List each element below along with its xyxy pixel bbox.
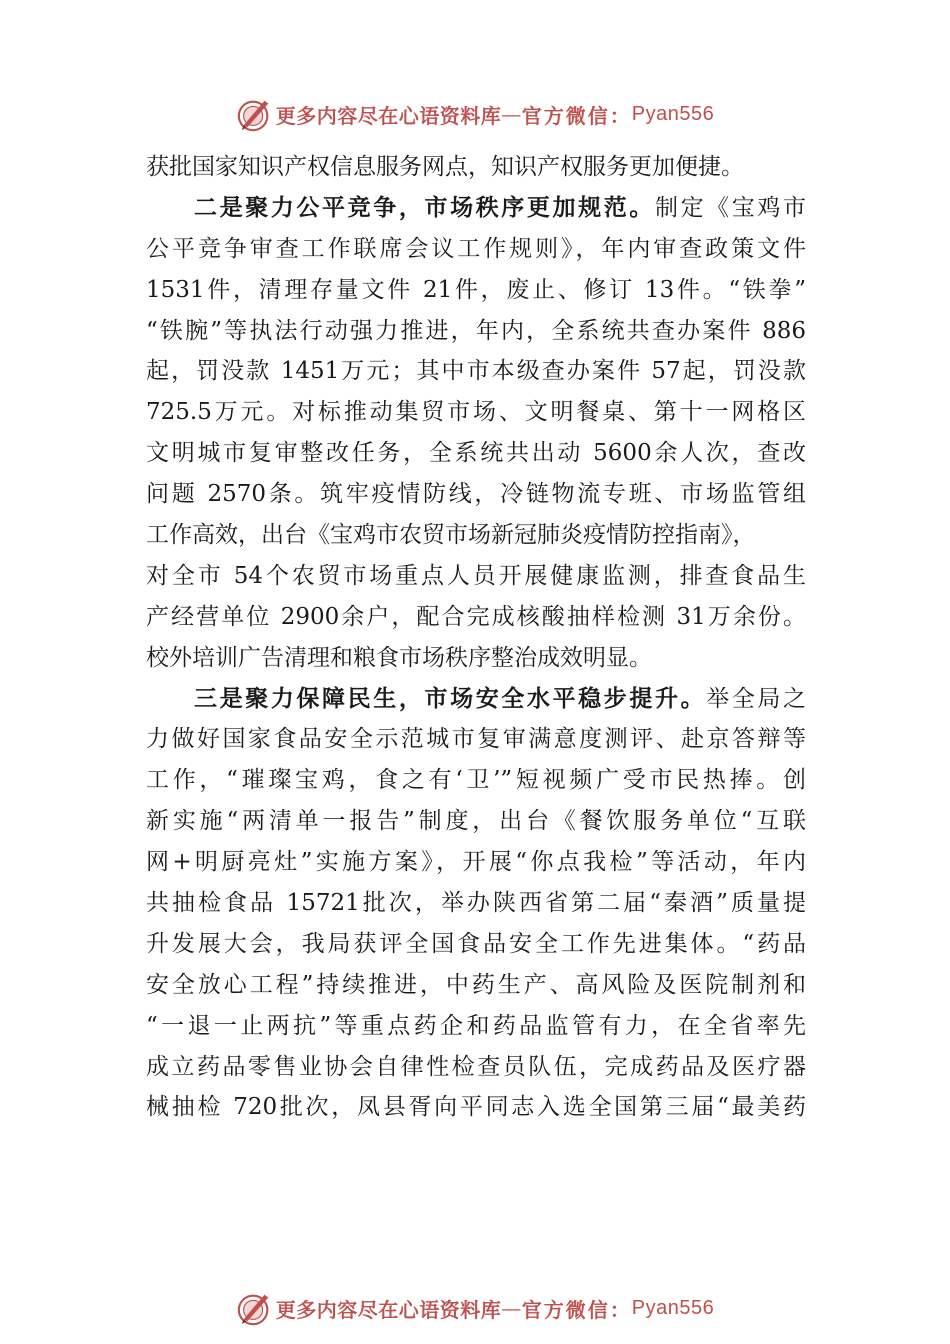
text-line: 工作高效，出台《宝鸡市农贸市场新冠肺炎疫情防控指南》， xyxy=(146,522,756,549)
text-line: 问题 2570条。筑牢疫情防线，冷链物流专班、市场监管组 xyxy=(146,481,806,508)
text-line: 工作，“璀璨宝鸡，食之有‘卫’”短视频广受市民热捧。创 xyxy=(146,767,806,794)
text-line: 力做好国家食品安全示范城市复审满意度测评、赴京答辩等 xyxy=(146,726,806,753)
pen-badge-icon xyxy=(236,1289,274,1327)
text-line: 对全市 54个农贸市场重点人员开展健康监测，排查食品生 xyxy=(146,562,806,589)
banner-wechat-id: Pyan556 xyxy=(631,102,715,125)
banner-separator: — xyxy=(501,102,522,126)
text-line: 起，罚没款 1451万元；其中市本级查办案件 57起，罚没款 xyxy=(146,358,806,385)
pen-badge-icon xyxy=(236,95,274,133)
banner-title: 更多内容尽在心语资料库 xyxy=(275,1297,502,1322)
text-line: 产经营单位 2900余户，配合完成核酸抽样检测 31万余份。 xyxy=(146,603,806,630)
text-line: 升发展大会，我局获评全国食品安全工作先进集体。“药品 xyxy=(146,930,806,957)
banner-wechat-label: 官方微信： xyxy=(521,103,632,128)
paragraph-heading: 二是聚力公平竞争，市场秩序更加规范。 xyxy=(194,193,655,221)
text-line: 新实施“两清单一报告”制度，出台《餐饮服务单位“互联 xyxy=(146,808,806,835)
text-line: 获批国家知识产权信息服务网点，知识产权服务更加便捷。 xyxy=(146,154,744,180)
text-line: 共抽检食品 15721批次，举办陕西省第二届“秦酒”质量提 xyxy=(146,890,806,917)
paragraph-first-line xyxy=(146,188,806,229)
text-line: “铁腕”等执法行动强力推进，年内，全系统共查办案件 886 xyxy=(146,317,806,344)
banner-wechat-label: 官方微信： xyxy=(521,1297,632,1322)
paragraph-heading: 三是聚力保障民生，市场安全水平稳步提升。 xyxy=(194,684,707,712)
text-segment: 举全局之 xyxy=(706,685,806,712)
text-line: 公平竞争审查工作联席会议工作规则》，年内审查政策文件 xyxy=(146,235,806,262)
paragraph-first-line xyxy=(146,679,806,720)
header-banner xyxy=(0,94,950,134)
text-line: 成立药品零售业协会自律性检查员队伍，完成药品及医疗器 xyxy=(146,1053,806,1080)
text-line: 安全放心工程”持续推进，中药生产、高风险及医院制剂和 xyxy=(146,971,806,998)
text-line: 文明城市复审整改任务，全系统共出动 5600余人次，查改 xyxy=(146,440,806,467)
document-body xyxy=(146,147,806,1128)
text-segment: 制定《宝鸡市 xyxy=(654,194,806,221)
banner-title: 更多内容尽在心语资料库 xyxy=(275,103,502,128)
text-line: 725.5万元。对标推动集贸市场、文明餐桌、第十一网格区 xyxy=(146,399,806,426)
footer-banner xyxy=(0,1288,950,1328)
text-line: 网+明厨亮灶”实施方案》，开展“你点我检”等活动，年内 xyxy=(146,849,806,876)
banner-wechat-id: Pyan556 xyxy=(631,1296,715,1319)
text-line: “一退一止两抗”等重点药企和药品监管有力，在全省率先 xyxy=(146,1012,806,1039)
text-line: 校外培训广告清理和粮食市场秩序整治成效明显。 xyxy=(146,644,652,671)
banner-separator: — xyxy=(501,1296,522,1320)
text-line: 1531件，清理存量文件 21件，废止、修订 13件。“铁拳” xyxy=(146,276,806,303)
text-line: 械抽检 720批次，凤县胥向平同志入选全国第三届“最美药 xyxy=(146,1094,806,1121)
